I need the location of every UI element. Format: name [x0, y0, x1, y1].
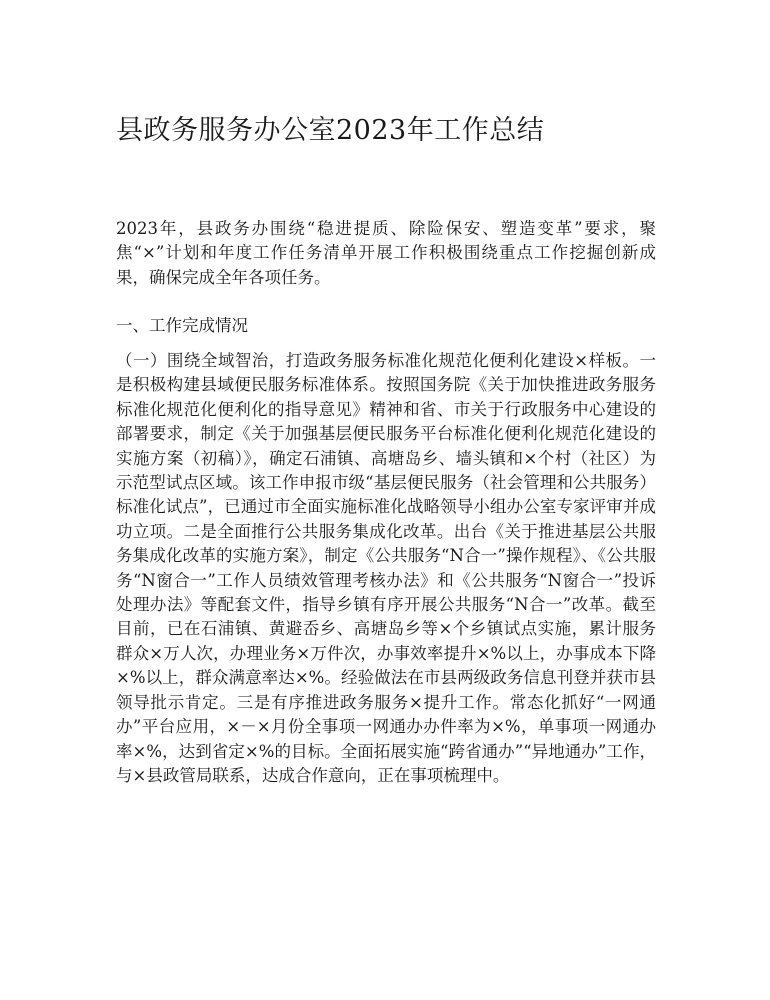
document-title: 县政务服务办公室2023年工作总结 — [116, 115, 545, 146]
intro-paragraph: 2023年，县政务办围绕“稳进提质、除险保安、塑造变革”要求，聚焦“×”计划和年度工作任务清单开展工作积极围绕重点工作挖掘创新成果，确保完成全年各项任务。 — [116, 219, 656, 287]
section-heading: 一、工作完成情况 — [116, 316, 248, 335]
section-1-paragraph: （一）围绕全域智治，打造政务服务标准化规范化便利化建设×样板。一是积极构建县域便民服务标准体系。按照国务院《关于加快推进政务服务标准化规范化便利化的指导意见》精神和省、市关于行政服务中心建设的部署要求，制定《关于加强基层便民服务平台标准化便利化规范化建设的实施方案（初稿）》，确定石浦镇、高塘岛乡、墙头镇和×个村（社区）为示范型试点区域。该工作申报市级“基层便民服务（社会管理和公共服务）标准化试点”，已通过市全面实施标准化战略领导小组办公室专家评审并成功立项。二是全面推行公共服务集成化改革。出台《关于推进基层公共服务集成化改革的实施方案》，制定《公共服务“N合一”操作规程》、《公共服务“N窗合一”工作人员绩效管理考核办法》和《公共服务“N窗合一”投诉处理办法》等配套文件，指导乡镇有序开展公共服务“N合一”改革。截至目前，已在石浦镇、黄避岙乡、高塘岛乡等×个乡镇试点实施，累计服务群众×万人次，办理业务×万件次，办事效率提升×%以上，办事成本下降×%以上，群众满意率达×%。经验做法在市县两级政务信息刊登并获市县领导批示肯定。三是有序推进政务服务×提升工作。常态化抓好“一网通办”平台应用，×－×月份全事项一网通办办件率为×%，单事项一网通办率×%，达到省定×%的目标。全面拓展实施“跨省通办”“异地通办”工作，与×县政管局联系，达成合作意向，正在事项梳理中。 — [116, 351, 656, 785]
